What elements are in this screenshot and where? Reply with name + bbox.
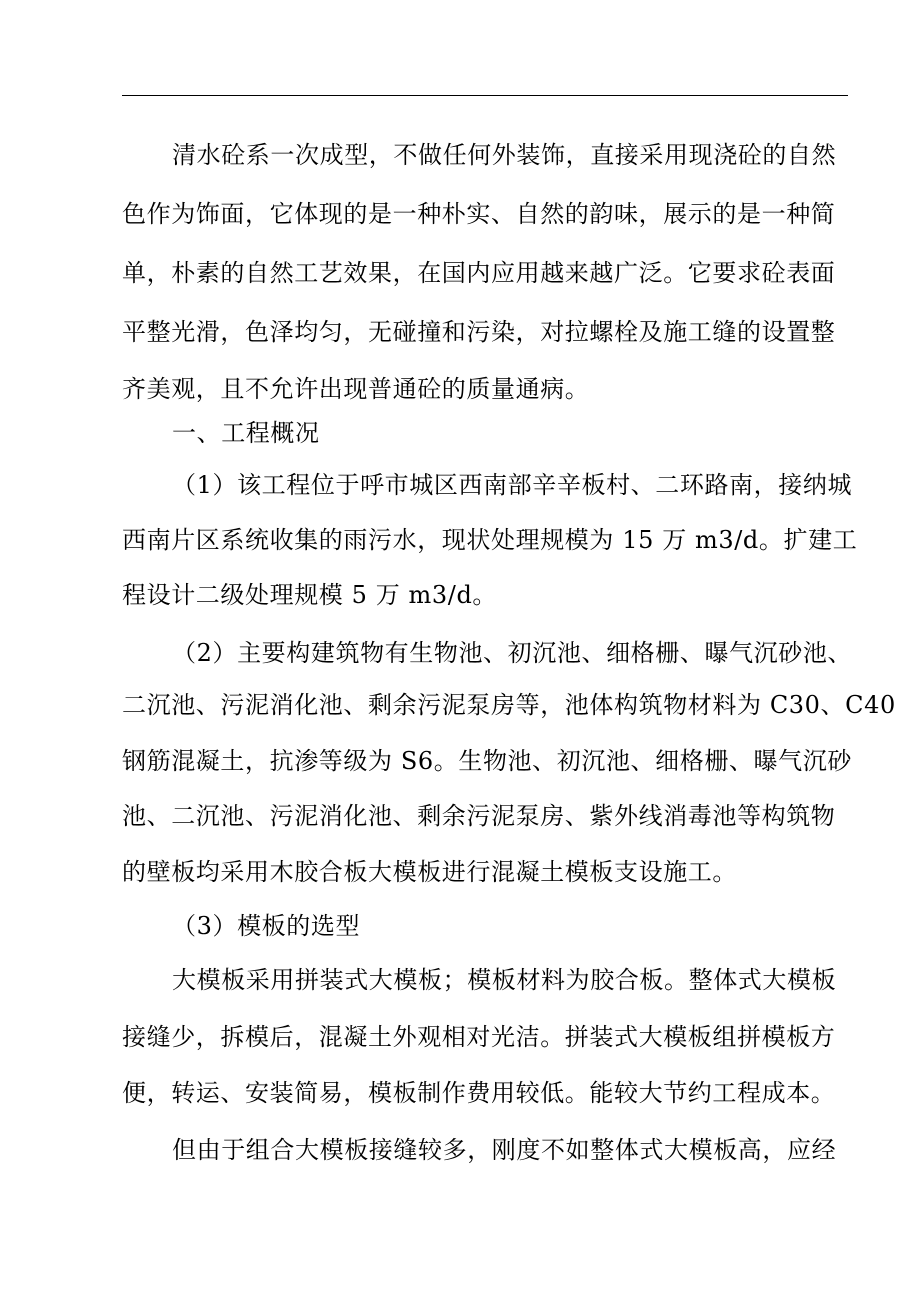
header-rule <box>122 95 848 96</box>
text-line: 齐美观，且不允许出现普通砼的质量通病。 <box>122 375 590 403</box>
text-line: （1）该工程位于呼市城区西南部辛辛板村、二环路南，接纳城 <box>172 471 853 499</box>
subsection-heading: （3）模板的选型 <box>172 912 361 940</box>
text-line: 西南片区系统收集的雨污水，现状处理规模为 15 万 m3/d。扩建工 <box>122 526 858 554</box>
text-line: 平整光滑，色泽均匀，无碰撞和污染，对拉螺栓及施工缝的设置整 <box>122 318 836 346</box>
text-line: 程设计二级处理规模 5 万 m3/d。 <box>122 581 498 609</box>
text-line: 池、二沉池、污泥消化池、剩余污泥泵房、紫外线消毒池等构筑物 <box>122 802 836 830</box>
text-line: 钢筋混凝土，抗渗等级为 S6。生物池、初沉池、细格栅、曝气沉砂 <box>122 747 852 775</box>
text-line: 二沉池、污泥消化池、剩余污泥泵房等，池体构筑物材料为 C30、C40 <box>122 691 896 719</box>
text-line: （2）主要构建筑物有生物池、初沉池、细格栅、曝气沉砂池、 <box>172 639 853 667</box>
text-line: 便，转运、安装简易，模板制作费用较低。能较大节约工程成本。 <box>122 1079 836 1107</box>
text-line: 色作为饰面，它体现的是一种朴实、自然的韵味，展示的是一种简 <box>122 200 836 228</box>
text-line: 单，朴素的自然工艺效果，在国内应用越来越广泛。它要求砼表面 <box>122 259 836 287</box>
text-line: 大模板采用拼装式大模板；模板材料为胶合板。整体式大模板 <box>172 966 837 994</box>
text-line: 的壁板均采用木胶合板大模板进行混凝土模板支设施工。 <box>122 858 737 886</box>
text-line: 接缝少，拆模后，混凝土外观相对光洁。拼装式大模板组拼模板方 <box>122 1023 836 1051</box>
text-line: 但由于组合大模板接缝较多，刚度不如整体式大模板高，应经 <box>172 1136 837 1164</box>
text-line: 清水砼系一次成型，不做任何外装饰，直接采用现浇砼的自然 <box>172 141 837 169</box>
section-heading: 一、工程概况 <box>172 419 320 447</box>
